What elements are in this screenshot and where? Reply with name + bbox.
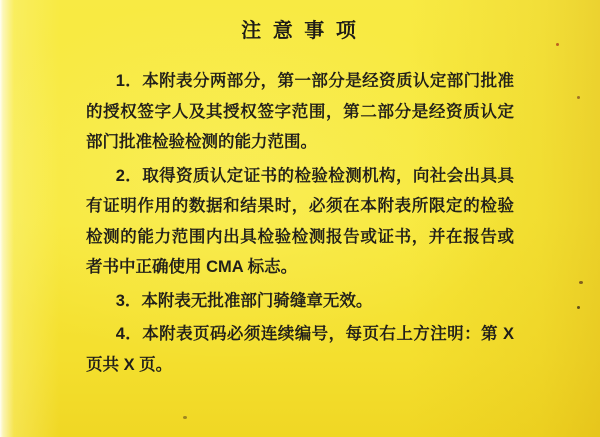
paper-speck <box>556 43 559 46</box>
paper-speck <box>183 416 187 419</box>
paper-speck <box>577 306 580 309</box>
paper-speck <box>579 281 583 284</box>
notice-paragraph-3: 3．本附表无批准部门骑缝章无效。 <box>115 291 373 310</box>
notice-paragraph-2: 2．取得资质认定证书的检验检测机构，向社会出具具有证明作用的数据和结果时，必须在本附表所限定的检验检测的能力范围内出具检验检测报告或证书，并在报告或者书中正确使用 CMA 标志。 <box>86 166 514 276</box>
notice-paragraph-1: 1．本附表分两部分，第一部分是经资质认定部门批准的授权签字人及其授权签字范围，第二部分是经资质认定部门批准检验检测的能力范围。 <box>86 72 514 151</box>
paper-speck <box>577 96 580 99</box>
page-title: 注 意 事 项 <box>241 20 359 42</box>
notice-paragraph-4: 4．本附表页码必须连续编号，每页右上方注明：第 X 页共 X 页。 <box>86 325 514 374</box>
notice-body <box>86 66 514 380</box>
